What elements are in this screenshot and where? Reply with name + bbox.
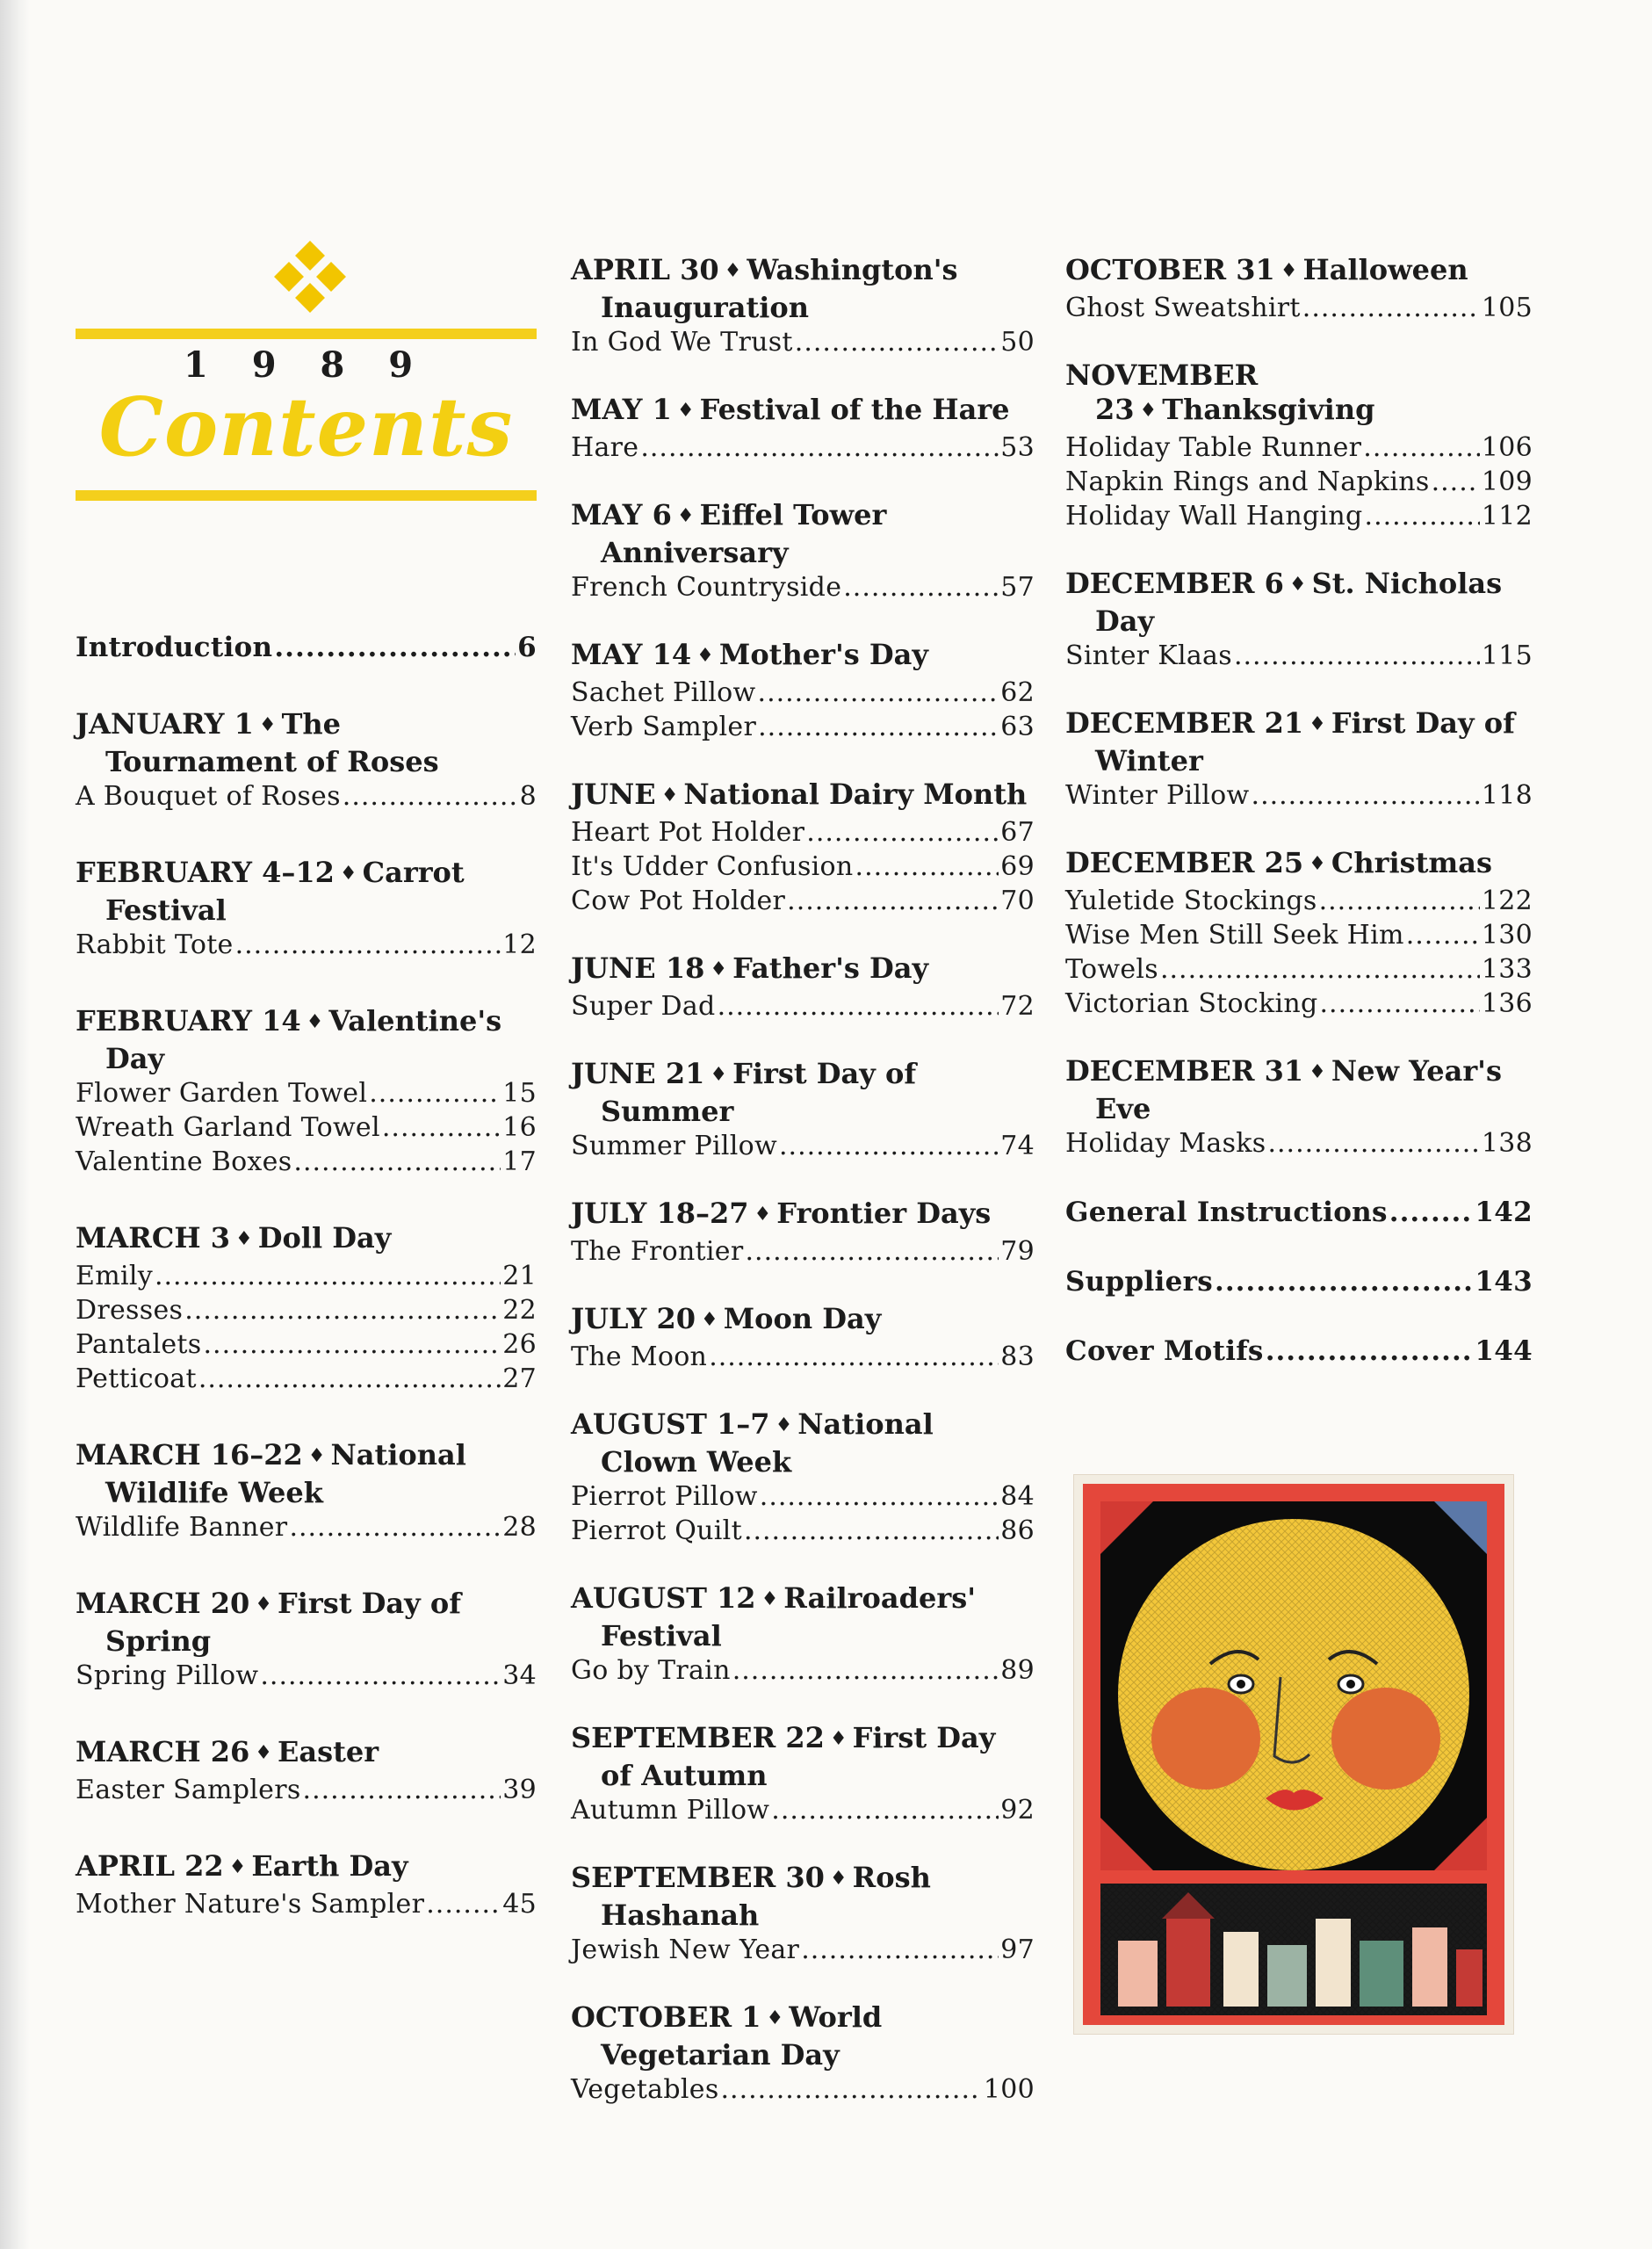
contents-entry[interactable] xyxy=(571,989,1035,1023)
page-number: 92 xyxy=(1000,1795,1035,1826)
contents-entry[interactable] xyxy=(571,1653,1035,1688)
dot-leader xyxy=(198,1362,501,1396)
diamond-bullet-icon: ♦ xyxy=(306,1010,324,1033)
entry-title: Petticoat xyxy=(76,1363,197,1394)
page-number: 39 xyxy=(502,1775,537,1805)
dot-leader xyxy=(155,1259,501,1293)
dot-leader xyxy=(184,1293,501,1327)
entry-title: The Frontier xyxy=(571,1236,744,1267)
contents-entry[interactable] xyxy=(571,430,1035,465)
page-number: 69 xyxy=(1000,851,1035,882)
entry-title: Summer Pillow xyxy=(571,1131,778,1161)
dot-leader xyxy=(426,1887,501,1921)
page-number: 27 xyxy=(502,1363,537,1394)
contents-section xyxy=(571,1407,1035,1548)
contents-title: Contents xyxy=(98,380,514,474)
dot-leader xyxy=(1234,639,1480,673)
diamond-bullet-icon: ♦ xyxy=(1288,573,1307,596)
page-number: 6 xyxy=(517,632,537,663)
dot-leader xyxy=(779,1129,999,1163)
diamond-bullet-icon: ♦ xyxy=(258,713,277,736)
contents-entry[interactable] xyxy=(76,631,537,665)
contents-entry[interactable] xyxy=(1065,1196,1533,1230)
entry-title: Jewish New Year xyxy=(571,1934,800,1965)
dot-leader xyxy=(843,570,999,604)
page-number: 84 xyxy=(1000,1481,1035,1512)
page-number: 45 xyxy=(502,1889,537,1920)
contents-entry[interactable] xyxy=(1065,639,1533,673)
page-number: 105 xyxy=(1481,293,1533,323)
contents-section xyxy=(571,253,1035,359)
contents-section xyxy=(571,1581,1035,1688)
entry-title: Autumn Pillow xyxy=(571,1795,770,1826)
entry-title: Go by Train xyxy=(571,1655,731,1686)
page-number: 57 xyxy=(1000,572,1035,603)
page-number: 138 xyxy=(1481,1128,1533,1159)
contents-section xyxy=(1065,846,1533,1021)
contents-entry[interactable] xyxy=(571,570,1035,604)
contents-section xyxy=(1065,1334,1533,1369)
dot-leader xyxy=(721,2072,982,2107)
page-number: 115 xyxy=(1481,640,1533,671)
dot-leader xyxy=(758,676,999,710)
contents-entry[interactable] xyxy=(571,2072,1035,2107)
contents-entry[interactable] xyxy=(1065,465,1533,499)
contents-entry[interactable] xyxy=(1065,499,1533,533)
entry-title: Flower Garden Towel xyxy=(76,1078,368,1109)
page-number: 70 xyxy=(1000,886,1035,916)
contents-entry[interactable] xyxy=(76,779,537,814)
contents-entry[interactable] xyxy=(76,1773,537,1807)
dot-leader xyxy=(1252,778,1480,813)
entry-title: Emily xyxy=(76,1261,153,1291)
contents-section xyxy=(76,1849,537,1921)
entry-title: Holiday Wall Hanging xyxy=(1065,501,1363,532)
holiday-heading: DECEMBER 6 ♦ St. Nicholas Day xyxy=(1065,567,1503,638)
contents-entry[interactable] xyxy=(571,884,1035,918)
page-number: 8 xyxy=(519,781,537,812)
contents-entry[interactable] xyxy=(76,1259,537,1293)
contents-section xyxy=(1065,253,1533,325)
page-number: 63 xyxy=(1000,712,1035,742)
dot-leader xyxy=(382,1110,501,1145)
holiday-heading: DECEMBER 25 ♦ Christmas xyxy=(1065,846,1493,879)
contents-entry[interactable] xyxy=(571,1793,1035,1827)
page-number: 16 xyxy=(502,1112,537,1143)
contents-entry[interactable] xyxy=(76,928,537,962)
entry-title: Wise Men Still Seek Him xyxy=(1065,920,1404,951)
dot-leader xyxy=(1266,1334,1474,1369)
column2-sections xyxy=(571,253,1035,2107)
diamond-bullet-icon: ♦ xyxy=(339,862,357,885)
dot-leader xyxy=(1215,1265,1473,1299)
page-number: 62 xyxy=(1000,677,1035,708)
contents-entry[interactable] xyxy=(1065,1334,1533,1369)
entry-title: Victorian Stocking xyxy=(1065,988,1318,1019)
entry-title: A Bouquet of Roses xyxy=(76,781,341,812)
contents-section xyxy=(1065,1054,1533,1161)
contents-section xyxy=(76,1004,537,1179)
page-number: 97 xyxy=(1000,1934,1035,1965)
page-number: 26 xyxy=(502,1329,537,1360)
entry-title: Sachet Pillow xyxy=(571,677,756,708)
holiday-heading: SEPTEMBER 30 ♦ Rosh Hashanah xyxy=(571,1861,931,1932)
dot-leader xyxy=(771,1793,999,1827)
contents-entry[interactable] xyxy=(571,1340,1035,1374)
diamond-bullet-icon: ♦ xyxy=(775,1414,793,1436)
contents-entry[interactable] xyxy=(1065,884,1533,918)
holiday-heading: FEBRUARY 4–12 ♦ Carrot Festival xyxy=(76,856,465,927)
entry-title: In God We Trust xyxy=(571,327,793,358)
dot-leader xyxy=(289,1510,501,1544)
page-number: 74 xyxy=(1000,1131,1035,1161)
contents-entry[interactable] xyxy=(1065,987,1533,1021)
page-number: 144 xyxy=(1475,1335,1533,1367)
dot-leader xyxy=(787,884,999,918)
holiday-heading: JUNE 21 ♦ First Day of Summer xyxy=(571,1057,917,1128)
page-number: 143 xyxy=(1475,1266,1533,1298)
entry-title: Easter Samplers xyxy=(76,1775,301,1805)
holiday-heading: NOVEMBER 23 ♦ Thanksgiving xyxy=(1065,358,1375,426)
diamond-ornament-icon xyxy=(271,242,350,321)
page-number: 67 xyxy=(1000,817,1035,848)
holiday-heading: APRIL 30 ♦ Washington's Inauguration xyxy=(571,253,958,324)
dot-leader xyxy=(1389,1196,1474,1230)
page-number: 142 xyxy=(1475,1197,1533,1228)
contents-section xyxy=(76,1221,537,1396)
holiday-heading: SEPTEMBER 22 ♦ First Day of Autumn xyxy=(571,1721,996,1792)
contents-entry[interactable] xyxy=(76,1110,537,1145)
dot-leader xyxy=(709,1340,999,1374)
page-number: 21 xyxy=(502,1261,537,1291)
page-number: 53 xyxy=(1000,432,1035,463)
contents-section xyxy=(1065,567,1533,673)
dot-leader xyxy=(204,1327,501,1362)
dot-leader xyxy=(732,1653,999,1688)
diamond-bullet-icon: ♦ xyxy=(255,1741,272,1764)
page-number: 86 xyxy=(1000,1515,1035,1546)
page-number: 109 xyxy=(1481,466,1533,497)
page-number: 136 xyxy=(1481,988,1533,1019)
entry-title: Winter Pillow xyxy=(1065,780,1250,811)
diamond-bullet-icon: ♦ xyxy=(710,1063,728,1086)
diamond-bullet-icon: ♦ xyxy=(228,1855,247,1878)
entry-title: Wildlife Banner xyxy=(76,1512,288,1543)
diamond-bullet-icon: ♦ xyxy=(696,644,714,667)
page-number: 22 xyxy=(502,1295,537,1326)
contents-entry[interactable] xyxy=(76,1887,537,1921)
dot-leader xyxy=(1363,430,1480,465)
diamond-bullet-icon: ♦ xyxy=(307,1444,326,1467)
entry-title: It's Udder Confusion xyxy=(571,851,854,882)
page-number: 130 xyxy=(1481,920,1533,951)
dot-leader xyxy=(1319,884,1480,918)
page-number: 133 xyxy=(1481,954,1533,985)
entry-title: Verb Sampler xyxy=(571,712,757,742)
diamond-bullet-icon: ♦ xyxy=(1309,1060,1326,1083)
contents-section xyxy=(76,1587,537,1693)
contents-section xyxy=(571,498,1035,604)
contents-entry[interactable] xyxy=(571,815,1035,850)
contents-section xyxy=(76,1735,537,1807)
diamond-bullet-icon: ♦ xyxy=(761,1587,779,1610)
entry-title: Suppliers xyxy=(1065,1266,1214,1298)
dot-leader xyxy=(718,989,999,1023)
contents-year: 1 9 8 9 xyxy=(183,344,429,386)
page-number: 15 xyxy=(502,1078,537,1109)
dot-leader xyxy=(1267,1126,1479,1161)
entry-title: Wreath Garland Towel xyxy=(76,1112,380,1143)
entry-title: Rabbit Tote xyxy=(76,929,234,960)
dot-leader xyxy=(235,928,501,962)
entry-title: Cover Motifs xyxy=(1065,1335,1264,1367)
holiday-heading: OCTOBER 1 ♦ World Vegetarian Day xyxy=(571,2000,883,2072)
contents-section xyxy=(76,707,537,814)
column1-sections xyxy=(76,631,537,1921)
contents-entry[interactable] xyxy=(1065,952,1533,987)
page-number: 118 xyxy=(1481,780,1533,811)
contents-section xyxy=(1065,358,1533,533)
dot-leader xyxy=(746,1234,999,1269)
diamond-bullet-icon: ♦ xyxy=(255,1593,272,1616)
header-rule-top xyxy=(76,329,537,339)
contents-entry[interactable] xyxy=(571,850,1035,884)
contents-entry[interactable] xyxy=(571,1234,1035,1269)
holiday-heading: JULY 20 ♦ Moon Day xyxy=(571,1302,882,1335)
page-number: 12 xyxy=(502,929,537,960)
holiday-heading: MARCH 16–22 ♦ National Wildlife Week xyxy=(76,1438,466,1509)
contents-entry[interactable] xyxy=(76,1293,537,1327)
header-rule-bottom xyxy=(76,490,537,501)
contents-entry[interactable] xyxy=(1065,918,1533,952)
page-number: 106 xyxy=(1481,432,1533,463)
dot-leader xyxy=(855,850,999,884)
contents-section xyxy=(1065,1196,1533,1230)
entry-title: The Moon xyxy=(571,1341,708,1372)
dot-leader xyxy=(806,815,999,850)
contents-entry[interactable] xyxy=(1065,1126,1533,1161)
contents-section xyxy=(571,638,1035,744)
contents-entry[interactable] xyxy=(571,710,1035,744)
contents-entry[interactable] xyxy=(571,1933,1035,1967)
holiday-heading: MARCH 26 ♦ Easter xyxy=(76,1735,379,1768)
entry-title: Ghost Sweatshirt xyxy=(1065,293,1301,323)
contents-entry[interactable] xyxy=(76,1510,537,1544)
contents-entry[interactable] xyxy=(571,1479,1035,1514)
entry-title: Pierrot Pillow xyxy=(571,1481,758,1512)
page-number: 122 xyxy=(1481,886,1533,916)
column3-sections xyxy=(1065,253,1533,1369)
entry-title: Vegetables xyxy=(571,2074,719,2105)
contents-section xyxy=(76,856,537,962)
dot-leader xyxy=(274,631,516,665)
dot-leader xyxy=(303,1773,501,1807)
contents-entry[interactable] xyxy=(76,1659,537,1693)
contents-section xyxy=(571,393,1035,465)
page-number: 34 xyxy=(502,1660,537,1691)
dot-leader xyxy=(760,1479,999,1514)
entry-title: Napkin Rings and Napkins xyxy=(1065,466,1430,497)
entry-title: Super Dad xyxy=(571,991,716,1022)
dot-leader xyxy=(744,1514,999,1548)
entry-title: Holiday Masks xyxy=(1065,1128,1266,1159)
diamond-bullet-icon: ♦ xyxy=(701,1308,718,1331)
holiday-heading: JANUARY 1 ♦ The Tournament of Roses xyxy=(76,707,439,778)
contents-entry[interactable] xyxy=(1065,1265,1533,1299)
dot-leader xyxy=(795,325,999,359)
entry-title: Cow Pot Holder xyxy=(571,886,786,916)
contents-entry[interactable] xyxy=(76,1076,537,1110)
diamond-bullet-icon: ♦ xyxy=(724,259,742,282)
holiday-heading: MARCH 20 ♦ First Day of Spring xyxy=(76,1587,461,1658)
contents-section xyxy=(76,631,537,665)
holiday-heading: MARCH 3 ♦ Doll Day xyxy=(76,1221,392,1255)
diamond-bullet-icon: ♦ xyxy=(676,504,695,527)
entry-title: Dresses xyxy=(76,1295,184,1326)
contents-section xyxy=(571,2000,1035,2107)
entry-title: Sinter Klaas xyxy=(1065,640,1232,671)
contents-section xyxy=(571,1197,1035,1269)
holiday-heading: JUNE ♦ National Dairy Month xyxy=(571,777,1028,811)
diamond-bullet-icon: ♦ xyxy=(1139,399,1158,422)
holiday-heading: APRIL 22 ♦ Earth Day xyxy=(76,1849,408,1883)
dot-leader xyxy=(293,1145,501,1179)
entry-title: Towels xyxy=(1065,954,1158,985)
contents-entry[interactable] xyxy=(76,1145,537,1179)
contents-section xyxy=(571,1057,1035,1163)
dot-leader xyxy=(260,1659,501,1693)
dot-leader xyxy=(1365,499,1480,533)
dot-leader xyxy=(369,1076,501,1110)
diamond-bullet-icon: ♦ xyxy=(676,399,695,422)
diamond-bullet-icon: ♦ xyxy=(1309,852,1326,875)
dot-leader xyxy=(343,779,518,814)
entry-title: Heart Pot Holder xyxy=(571,817,805,848)
dot-leader xyxy=(1406,918,1480,952)
holiday-heading: DECEMBER 21 ♦ First Day of Winter xyxy=(1065,706,1515,777)
holiday-heading: DECEMBER 31 ♦ New Year's Eve xyxy=(1065,1054,1502,1125)
contents-entry[interactable] xyxy=(1065,430,1533,465)
contents-entry[interactable] xyxy=(571,676,1035,710)
entry-title: Spring Pillow xyxy=(76,1660,259,1691)
contents-entry[interactable] xyxy=(1065,778,1533,813)
entry-title: Valentine Boxes xyxy=(76,1146,292,1177)
diamond-bullet-icon: ♦ xyxy=(1309,712,1326,735)
page-number: 89 xyxy=(1000,1655,1035,1686)
diamond-bullet-icon: ♦ xyxy=(1280,259,1298,282)
contents-section xyxy=(1065,1265,1533,1299)
entry-title: Mother Nature's Sampler xyxy=(76,1889,425,1920)
dot-leader xyxy=(1432,465,1480,499)
dot-leader xyxy=(1302,291,1480,325)
contents-section xyxy=(571,951,1035,1023)
diamond-bullet-icon: ♦ xyxy=(829,1867,848,1890)
dot-leader xyxy=(1320,987,1480,1021)
entry-title: General Instructions xyxy=(1065,1197,1388,1228)
dot-leader xyxy=(758,710,999,744)
diamond-bullet-icon: ♦ xyxy=(829,1727,848,1750)
contents-section xyxy=(571,777,1035,918)
contents-entry[interactable] xyxy=(76,1362,537,1396)
entry-title: Holiday Table Runner xyxy=(1065,432,1362,463)
dot-leader xyxy=(1160,952,1480,987)
contents-entry[interactable] xyxy=(76,1327,537,1362)
diamond-bullet-icon: ♦ xyxy=(754,1203,772,1226)
contents-section xyxy=(1065,706,1533,813)
page-number: 28 xyxy=(502,1512,537,1543)
entry-title: Pantalets xyxy=(76,1329,202,1360)
diamond-bullet-icon: ♦ xyxy=(660,784,679,806)
holiday-heading: FEBRUARY 14 ♦ Valentine's Day xyxy=(76,1004,502,1075)
holiday-heading: AUGUST 1–7 ♦ National Clown Week xyxy=(571,1407,934,1479)
contents-entry[interactable] xyxy=(571,325,1035,359)
contents-section xyxy=(76,1438,537,1544)
entry-title: Pierrot Quilt xyxy=(571,1515,742,1546)
diamond-bullet-icon: ♦ xyxy=(710,958,728,980)
dot-leader xyxy=(801,1933,999,1967)
moon-face-cross-stitch-icon xyxy=(1073,1474,1514,2035)
holiday-heading: MAY 6 ♦ Eiffel Tower Anniversary xyxy=(571,498,887,569)
entry-title: Introduction xyxy=(76,632,273,663)
page-number: 79 xyxy=(1000,1236,1035,1267)
page-number: 50 xyxy=(1000,327,1035,358)
diamond-bullet-icon: ♦ xyxy=(234,1227,253,1250)
page-number: 17 xyxy=(502,1146,537,1177)
dot-leader xyxy=(640,430,999,465)
entry-title: Yuletide Stockings xyxy=(1065,886,1317,916)
contents-entry[interactable] xyxy=(1065,291,1533,325)
entry-title: French Countryside xyxy=(571,572,842,603)
holiday-heading: JULY 18–27 ♦ Frontier Days xyxy=(571,1197,992,1230)
page-number: 72 xyxy=(1000,991,1035,1022)
diamond-bullet-icon: ♦ xyxy=(766,2007,784,2029)
holiday-heading: MAY 1 ♦ Festival of the Hare xyxy=(571,393,1010,426)
entry-title: Hare xyxy=(571,432,639,463)
holiday-heading: OCTOBER 31 ♦ Halloween xyxy=(1065,253,1468,286)
page-gutter-shadow xyxy=(0,0,30,2249)
contents-section xyxy=(571,1721,1035,1827)
page-number: 112 xyxy=(1481,501,1533,532)
page-number: 83 xyxy=(1000,1341,1035,1372)
contents-entry[interactable] xyxy=(571,1514,1035,1548)
page-number: 100 xyxy=(983,2074,1035,2105)
holiday-heading: MAY 14 ♦ Mother's Day xyxy=(571,638,928,671)
contents-section xyxy=(571,1861,1035,1967)
contents-section xyxy=(571,1302,1035,1374)
holiday-heading: AUGUST 12 ♦ Railroaders' Festival xyxy=(571,1581,977,1652)
holiday-heading: JUNE 18 ♦ Father's Day xyxy=(571,951,929,985)
contents-entry[interactable] xyxy=(571,1129,1035,1163)
